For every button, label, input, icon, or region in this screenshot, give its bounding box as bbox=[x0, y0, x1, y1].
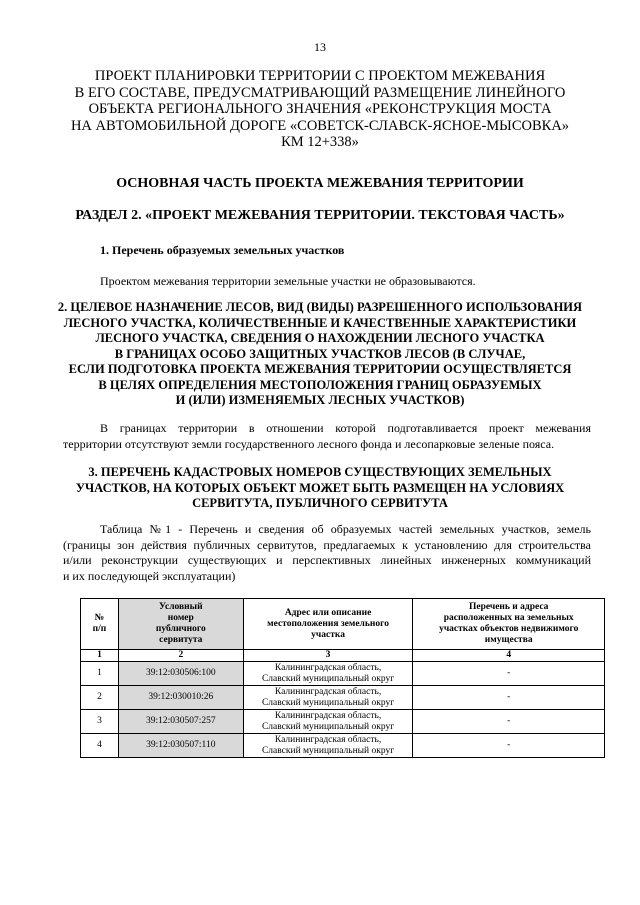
caption-line: (границы зон действия публичных сервитутов, предлагаемых к установлению для строительства bbox=[63, 537, 591, 552]
paragraph-line: территории отсутствуют земли государственного лесного фонда и лесопарковые зеленые пояса. bbox=[63, 436, 555, 451]
subsection-2-text bbox=[63, 421, 591, 452]
row-number: 4 bbox=[81, 734, 119, 758]
title-line: ПРОЕКТ ПЛАНИРОВКИ ТЕРРИТОРИИ С ПРОЕКТОМ МЕЖЕВАНИЯ bbox=[94, 68, 546, 84]
heading-line: ЕСЛИ ПОДГОТОВКА ПРОЕКТА МЕЖЕВАНИЯ ТЕРРИТОРИИ ОСУЩЕСТВЛЯЕТСЯ bbox=[68, 362, 572, 376]
column-header-servitude: Условный номер публичного сервитута bbox=[118, 599, 243, 650]
address-cell: Калининградская область, Славский муниципальный округ bbox=[243, 710, 413, 734]
column-header-objects: Перечень и адреса расположенных на земельных участках объектов недвижимого имущества bbox=[413, 599, 605, 650]
column-number: 3 bbox=[243, 650, 413, 662]
paragraph-line: В границах территории в отношении которой подготавливается проект межевания bbox=[100, 421, 591, 435]
part-heading: ОСНОВНАЯ ЧАСТЬ ПРОЕКТА МЕЖЕВАНИЯ ТЕРРИТОРИИ bbox=[116, 176, 524, 191]
heading-line: УЧАСТКОВ, НА КОТОРЫХ ОБЪЕКТ МОЖЕТ БЫТЬ РАЗМЕЩЕН НА УСЛОВИЯХ bbox=[75, 480, 565, 495]
servitude-table bbox=[80, 598, 605, 758]
table-row bbox=[81, 662, 605, 686]
heading-line: В ГРАНИЦАХ ОСОБО ЗАЩИТНЫХ УЧАСТКОВ ЛЕСОВ (В СЛУЧАЕ, bbox=[114, 346, 526, 361]
servitude-code: 39:12:030507:110 bbox=[118, 734, 243, 758]
title-line: В ЕГО СОСТАВЕ, ПРЕДУСМАТРИВАЮЩИЙ РАЗМЕЩЕНИЕ ЛИНЕЙНОГО bbox=[74, 84, 566, 101]
address-cell: Калининградская область, Славский муниципальный округ bbox=[243, 662, 413, 686]
caption-line: и их последующей эксплуатации) bbox=[63, 568, 236, 583]
subsection-1-heading: 1. Перечень образуемых земельных участков bbox=[100, 243, 345, 257]
subsection-3-heading bbox=[40, 465, 600, 512]
caption-line: и/или реконструкции существующих и перспективных линейных инженерных коммуникаций bbox=[63, 553, 591, 567]
page-number: 13 bbox=[314, 40, 326, 54]
row-number: 1 bbox=[81, 662, 119, 686]
address-cell: Калининградская область, Славский муниципальный округ bbox=[243, 734, 413, 758]
section-heading: РАЗДЕЛ 2. «ПРОЕКТ МЕЖЕВАНИЯ ТЕРРИТОРИИ. ТЕКСТОВАЯ ЧАСТЬ» bbox=[75, 208, 565, 223]
heading-line: СЕРВИТУТА, ПУБЛИЧНОГО СЕРВИТУТА bbox=[192, 496, 448, 510]
objects-cell: - bbox=[413, 710, 605, 734]
table-row bbox=[81, 734, 605, 758]
row-number: 3 bbox=[81, 710, 119, 734]
column-number: 4 bbox=[413, 650, 605, 662]
objects-cell: - bbox=[413, 662, 605, 686]
heading-line: 3. ПЕРЕЧЕНЬ КАДАСТРОВЫХ НОМЕРОВ СУЩЕСТВУЮЩИХ ЗЕМЕЛЬНЫХ bbox=[88, 465, 552, 479]
document-title bbox=[40, 68, 600, 151]
row-number: 2 bbox=[81, 686, 119, 710]
table-caption bbox=[63, 522, 591, 584]
heading-line: И (ИЛИ) ИЗМЕНЯЕМЫХ ЛЕСНЫХ УЧАСТКОВ) bbox=[175, 393, 465, 407]
column-number-row bbox=[81, 650, 605, 662]
servitude-code: 39:12:030507:257 bbox=[118, 710, 243, 734]
title-line: ОБЪЕКТА РЕГИОНАЛЬНОГО ЗНАЧЕНИЯ «РЕКОНСТРУКЦИЯ МОСТА bbox=[88, 101, 552, 117]
column-header-address: Адрес или описание местоположения земельного участка bbox=[243, 599, 413, 650]
servitude-code: 39:12:030010:26 bbox=[118, 686, 243, 710]
table-row bbox=[81, 710, 605, 734]
subsection-1-text: Проектом межевания территории земельные участки не образовываются. bbox=[100, 274, 476, 288]
objects-cell: - bbox=[413, 686, 605, 710]
column-number: 2 bbox=[118, 650, 243, 662]
heading-line: ЛЕСНОГО УЧАСТКА, КОЛИЧЕСТВЕННЫЕ И КАЧЕСТВЕННЫЕ ХАРАКТЕРИСТИКИ bbox=[63, 315, 577, 330]
column-number: 1 bbox=[81, 650, 119, 662]
column-header-number: № п/п bbox=[81, 599, 119, 650]
heading-line: ЛЕСНОГО УЧАСТКА, СВЕДЕНИЯ О НАХОЖДЕНИИ ЛЕСНОГО УЧАСТКА bbox=[95, 331, 545, 345]
address-cell: Калининградская область, Славский муниципальный округ bbox=[243, 686, 413, 710]
subsection-2-heading bbox=[40, 300, 600, 409]
servitude-code: 39:12:030506:100 bbox=[118, 662, 243, 686]
title-line: КМ 12+338» bbox=[281, 134, 359, 150]
objects-cell: - bbox=[413, 734, 605, 758]
title-line: НА АВТОМОБИЛЬНОЙ ДОРОГЕ «СОВЕТСК-СЛАВСК-ЯСНОЕ-МЫСОВКА» bbox=[70, 117, 570, 134]
caption-line: Таблица №1 - Перечень и сведения об образуемых частей земельных участков, земель bbox=[100, 522, 591, 536]
table-row bbox=[81, 686, 605, 710]
heading-line: 2. ЦЕЛЕВОЕ НАЗНАЧЕНИЕ ЛЕСОВ, ВИД (ВИДЫ) РАЗРЕШЕННОГО ИСПОЛЬЗОВАНИЯ bbox=[57, 300, 583, 314]
heading-line: В ЦЕЛЯХ ОПРЕДЕЛЕНИЯ МЕСТОПОЛОЖЕНИЯ ГРАНИЦ ОБРАЗУЕМЫХ bbox=[98, 377, 542, 392]
